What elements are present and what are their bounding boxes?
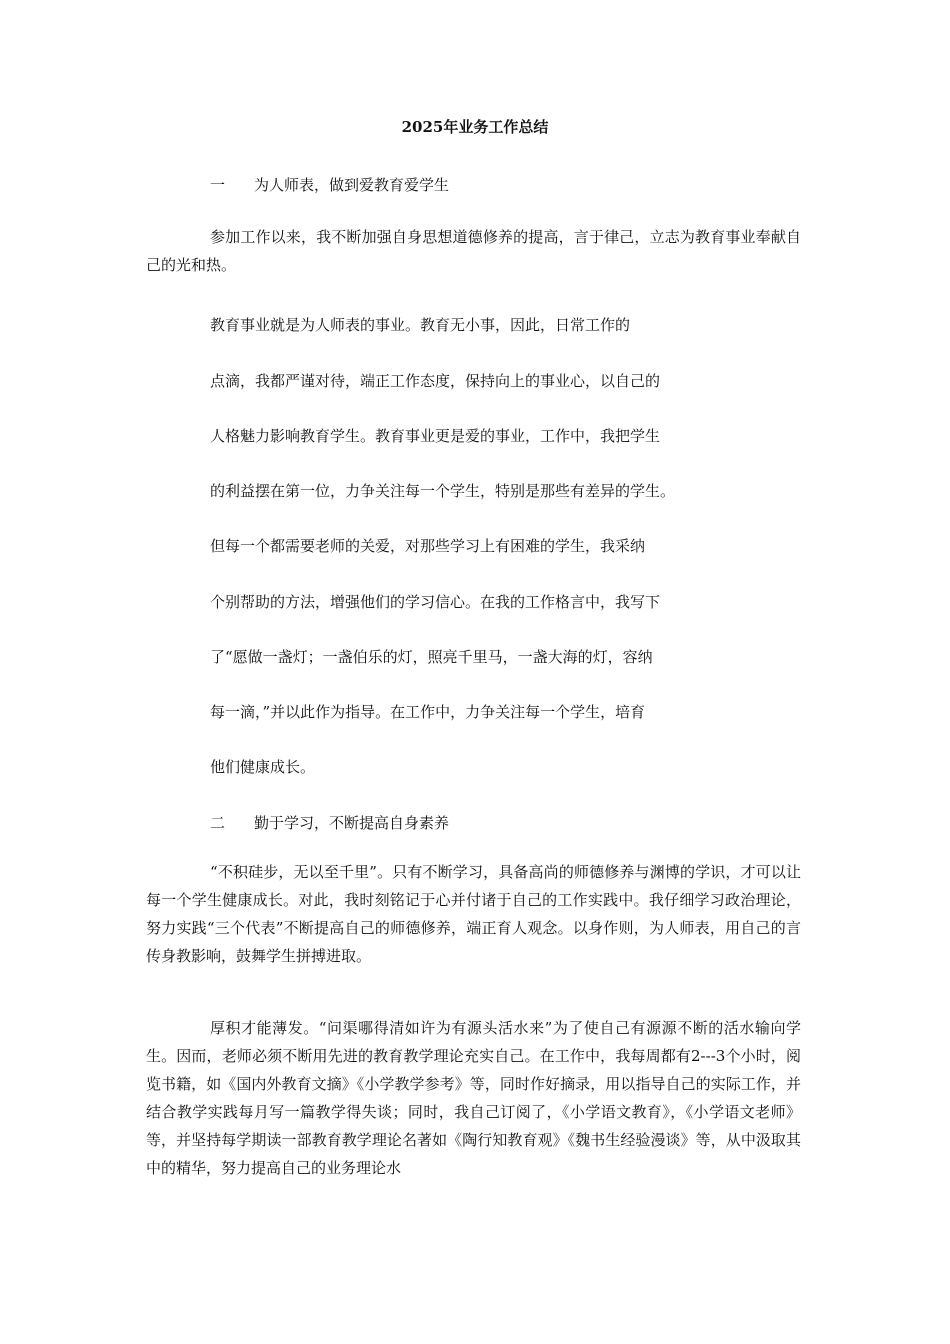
section-2-paragraph-1: “不积硅步，无以至千里”。只有不断学习，具备高尚的师德修养与渊博的学识，才可以让每一个学生健康成长。对此，我时刻铭记于心并付诸于自己的工作实践中。我仔细学习政治理论，努力实践“三个代表”不断提高自己的师德修养，端正育人观念。以身作则，为人师表，用自己的言传身教影响，鼓舞学生拼搏进取。 xyxy=(146,863,801,965)
section-2-number: 二 xyxy=(210,814,226,832)
section-1-heading xyxy=(210,174,449,195)
section-1-line: 个别帮助的方法，增强他们的学习信心。在我的工作格言中，我写下 xyxy=(210,593,661,611)
section-1-number: 一 xyxy=(210,176,226,194)
section-2-title: 勤于学习，不断提高自身素养 xyxy=(254,814,450,832)
document-title: 2025年业务工作总结 xyxy=(401,118,549,136)
section-1-line: 的利益摆在第一位，力争关注每一个学生，特别是那些有差异的学生。 xyxy=(210,482,676,500)
section-1-line: 了“愿做一盏灯；一盏伯乐的灯，照亮千里马，一盏大海的灯，容纳 xyxy=(210,648,653,666)
section-2-paragraph-2: 厚积才能薄发。“问渠哪得清如许为有源头活水来”为了使自己有源源不断的活水输向学生。因而，老师必须不断用先进的教育教学理论充实自己。在工作中，我每周都有2---3个小时，阅览书籍，如《国内外教育文摘》《小学教学参考》等，同时作好摘录，用以指导自己的实际工作，并结合教学实践每月写一篇教学得失谈；同时，我自己订阅了，《小学语文教育》，《小学语文老师》等，并坚持每学期读一部教育教学理论名著如《陶行知教育观》《魏书生经验漫谈》等，从中汲取其中的精华，努力提高自己的业务理论水 xyxy=(146,1019,801,1177)
section-1-line: 他们健康成长。 xyxy=(210,758,316,776)
section-2-heading xyxy=(210,812,449,833)
section-1-line: 但每一个都需要老师的关爱，对那些学习上有困难的学生，我采纳 xyxy=(210,537,646,555)
section-1-line: 人格魅力影响教育学生。教育事业更是爱的事业，工作中，我把学生 xyxy=(210,427,661,445)
section-1-line: 点滴，我都严谨对待，端正工作态度，保持向上的事业心，以自己的 xyxy=(210,372,661,390)
section-1-title: 为人师表，做到爱教育爱学生 xyxy=(254,176,450,194)
section-1-line: 每一滴，”并以此作为指导。在工作中，力争关注每一个学生，培育 xyxy=(210,703,646,721)
section-1-paragraph-1: 参加工作以来，我不断加强自身思想道德修养的提高，言于律己，立志为教育事业奉献自己的光和热。 xyxy=(146,228,801,274)
section-1-line: 教育事业就是为人师表的事业。教育无小事，因此，日常工作的 xyxy=(210,316,631,334)
